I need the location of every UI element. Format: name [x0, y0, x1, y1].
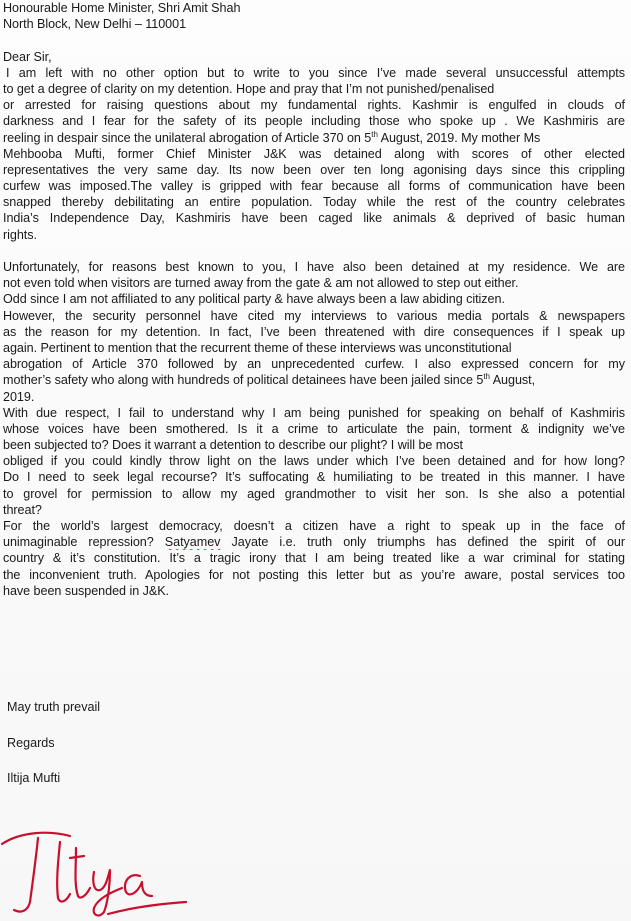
signature-stroke — [14, 838, 38, 912]
signature-stroke — [93, 870, 122, 915]
signature-stroke — [70, 856, 84, 858]
paragraph2-line: as the reason for my detention. In fact, I’ve been threatened with dire consequences if I speak up — [3, 324, 625, 339]
paragraph4-line: the inconvenient truth. Apologies for not posting this letter but as you’re aware, postal services too — [3, 567, 625, 582]
paragraph2-line: abrogation of Article 370 followed by an unprecedented curfew. I also expressed concern for my — [3, 357, 625, 372]
salutation: Dear Sir, — [3, 49, 52, 64]
address-line-1: Honourable Home Minister, Shri Amit Shah — [3, 1, 241, 15]
paragraph2-line: Unfortunately, for reasons best known to you, I have also been detained at my residence. We are — [3, 260, 625, 274]
signature-stroke — [57, 842, 70, 901]
signature-stroke — [125, 875, 152, 896]
paragraph1-line: reeling in despair since the unilateral abrogation of Article 370 on 5th August, 2019. My mother Ms — [3, 129, 541, 145]
closing-regards: Regards — [7, 736, 55, 750]
paragraph1-line: India’s Independence Day, Kashmiris have been caged like animals & deprived of basic human — [3, 211, 625, 226]
paragraph2-line: not even told when visitors are turned away from the gate & am not allowed to step out either. — [3, 276, 519, 291]
paragraph3-line: whose voices have been smothered. Is it a crime to articulate the pain, torment & indignity we’ve — [3, 421, 625, 436]
paragraph1-line: curfew was imposed.The valley is gripped with fear because all forms of communication have been — [3, 179, 625, 194]
paragraph2-line: 2019. — [3, 389, 35, 404]
paragraph1-line: snapped thereby debilitating an entire population. Today while the rest of the country celebrates — [3, 195, 625, 210]
signature-image — [0, 822, 190, 920]
paragraph1-line: representatives the very same day. Its now been over ten long agonising days since this crippling — [3, 162, 625, 177]
letter-body — [3, 0, 625, 599]
paragraph1-line: rights. — [3, 227, 37, 242]
paragraph3-line: been subjected to? Does it warrant a detention to describe our plight? I will be most — [3, 438, 463, 453]
paragraph4-line: country & it’s constitution. It’s a tragic irony that I am being treated like a war criminal for stating — [3, 551, 625, 566]
paragraph4-line: For the world’s largest democracy, doesn’t a citizen have a right to speak up in the face of — [3, 519, 625, 533]
paragraph2-line: mother’s safety who along with hundreds of political detainees have been jailed since 5th August, — [3, 372, 536, 388]
paragraph3-line: obliged if you could kindly throw light on the laws under which I’ve been detained and for how long? — [3, 454, 625, 469]
paragraph1-line: to get a degree of clarity on my detention. Hope and pray that I’m not punished/penalised — [3, 81, 495, 96]
paragraph1-line: or arrested for raising questions about my fundamental rights. Kashmir is engulfed in clouds of — [3, 98, 625, 113]
paragraph2-line: again. Pertinent to mention that the recurrent theme of these interviews was unconstitutional — [3, 340, 512, 355]
closing-motto: May truth prevail — [7, 700, 101, 714]
paragraph3-line: to grovel for permission to allow my aged grandmother to visit her son. Is she also a potential — [3, 486, 625, 501]
paragraph4-line: have been suspended in J&K. — [3, 583, 169, 598]
paragraph1-line: darkness and I fear for the safety of its people including those who spoke up . We Kashmiris are — [3, 114, 625, 129]
paragraph3-line: Do I need to seek legal recourse? It’s suffocating & humiliating to be treated in this manner. I have — [3, 470, 625, 485]
paragraph2-line: However, the security personnel have cited my interviews to various media portals & newspapers — [3, 308, 625, 323]
paragraph3-line: With due respect, I fail to understand why I am being punished for speaking on behalf of Kashmiris — [3, 405, 625, 420]
paragraph1-line: Mehbooba Mufti, former Chief Minister J&K was detained along with scores of other elected — [3, 146, 625, 161]
paragraph4-line: unimaginable repression? Satyamev Jayate i.e. truth only triumphs has defined the spirit of our — [3, 535, 625, 550]
paragraph3-line: threat? — [3, 502, 42, 517]
closing-name: Iltija Mufti — [7, 771, 61, 785]
signature-stroke — [108, 902, 186, 914]
paragraph2-line: Odd since I am not affiliated to any political party & have always been a law abiding citizen. — [3, 292, 505, 307]
address-line-2: North Block, New Delhi – 110001 — [3, 17, 187, 32]
paragraph1-line: I am left with no other option but to write to you since I’ve made several unsuccessful attempts — [6, 65, 625, 80]
